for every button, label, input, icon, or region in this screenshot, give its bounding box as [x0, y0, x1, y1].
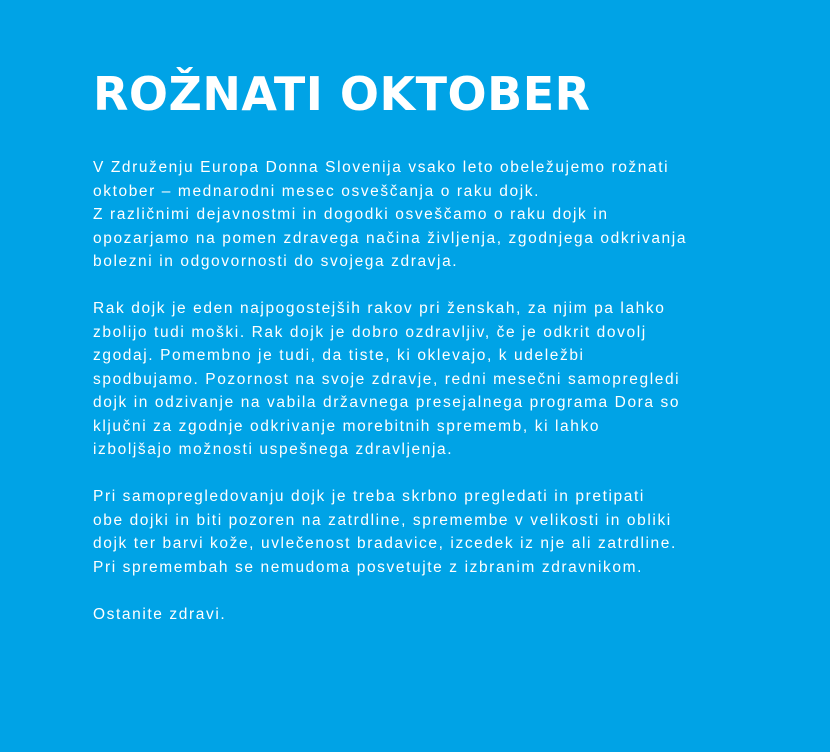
text-line: oktober – mednarodni mesec osveščanja o raku dojk. — [93, 182, 541, 200]
text-line: dojk ter barvi kože, uvlečenost bradavice, izcedek iz nje ali zatrdline. — [93, 535, 677, 552]
text-line: V Združenju Europa Donna Slovenija vsako leto obeležujemo rožnati — [93, 159, 670, 176]
text-line: dojk in odzivanje na vabila državnega presejalnega programa Dora so — [93, 394, 681, 411]
text-line: bolezni in odgovornosti do svojega zdravja. — [93, 253, 459, 270]
text-line: Ostanite zdravi. — [93, 605, 227, 623]
page-title: ROŽNATI OKTOBER — [93, 67, 591, 121]
paragraph-breast-cancer — [93, 297, 793, 462]
article-body — [93, 156, 793, 650]
text-line: Z različnimi dejavnostmi in dogodki osveščamo o raku dojk in — [93, 206, 609, 223]
paragraph-closing — [93, 603, 793, 627]
text-line: Pri spremembah se nemudoma posvetujte z izbranim zdravnikom. — [93, 558, 643, 576]
text-line: obe dojki in biti pozoren na zatrdline, spremembe v velikosti in obliki — [93, 511, 672, 529]
text-line: izboljšajo možnosti uspešnega zdravljenja. — [93, 441, 454, 458]
text-line: Rak dojk je eden najpogostejših rakov pri ženskah, za njim pa lahko — [93, 300, 666, 317]
text-line: zbolijo tudi moški. Rak dojk je dobro ozdravljiv, če je odkrit dovolj — [93, 323, 647, 341]
text-line: zgodaj. Pomembno je tudi, da tiste, ki oklevajo, k udeležbi — [93, 347, 585, 364]
text-line: Pri samopregledovanju dojk je treba skrbno pregledati in pretipati — [93, 488, 645, 505]
paragraph-intro — [93, 156, 793, 274]
text-line: spodbujamo. Pozornost na svoje zdravje, redni mesečni samopregledi — [93, 370, 681, 388]
text-line: ključni za zgodnje odkrivanje morebitnih sprememb, ki lahko — [93, 417, 601, 435]
paragraph-self-exam — [93, 485, 793, 579]
text-line: opozarjamo na pomen zdravega načina življenja, zgodnjega odkrivanja — [93, 229, 688, 247]
